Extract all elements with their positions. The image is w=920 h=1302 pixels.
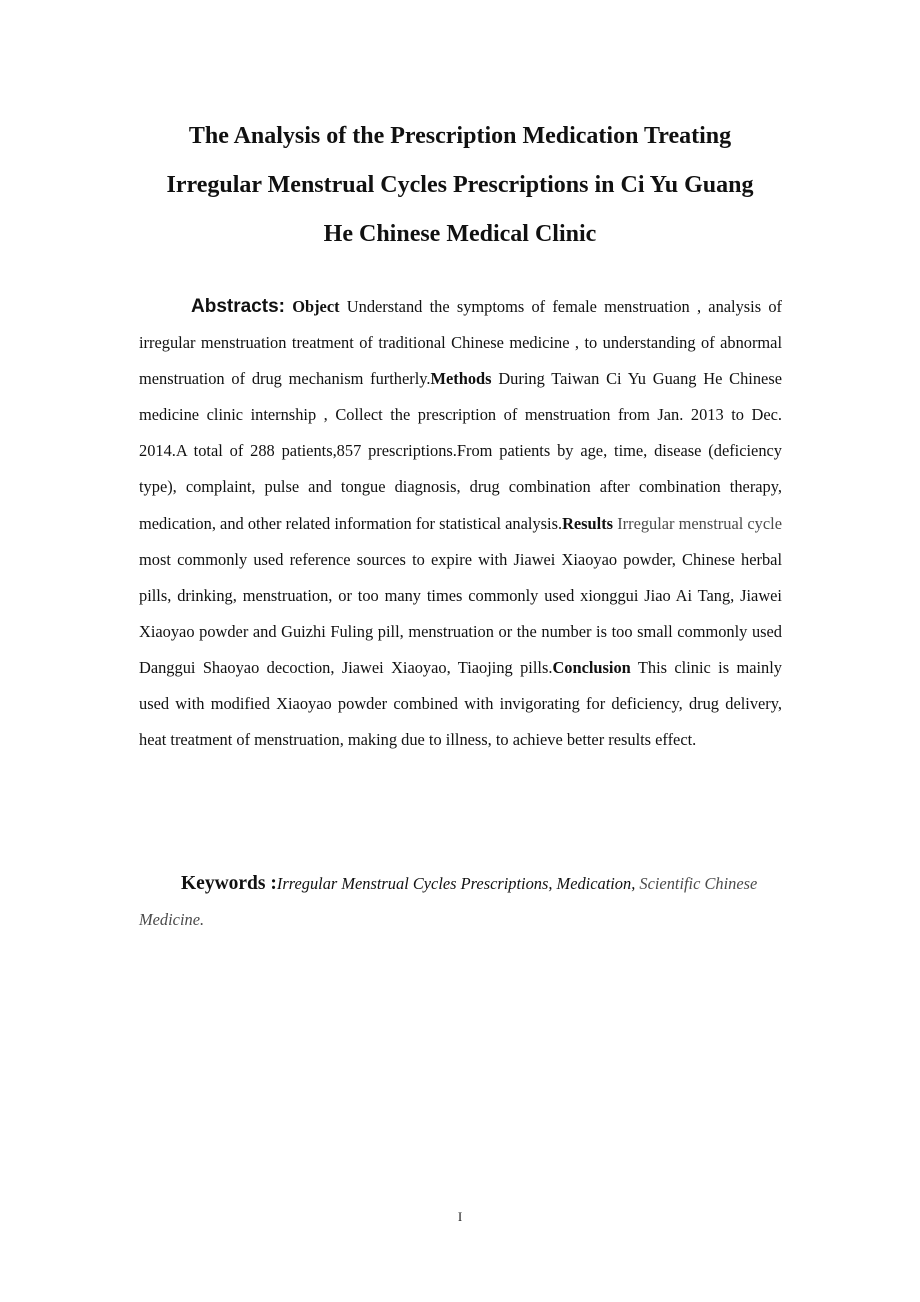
results-label: Results xyxy=(562,513,614,533)
methods-label: Methods xyxy=(430,369,492,389)
title-line-2: Irregular Menstrual Cycles Prescriptions in Ci Yu Guang xyxy=(166,172,754,198)
title-line-3: He Chinese Medical Clinic xyxy=(323,221,597,247)
keywords-terms-highlight: Scientific Chinese Medicine. xyxy=(139,874,758,930)
conclusion-text: This clinic is mainly used with modified Xiaoyao powder combined with invigorating for deficiency, drug delivery, heat treatment of menstruation, making due to illness, to achieve better results effect. xyxy=(139,657,782,750)
abstract-paragraph xyxy=(139,289,782,758)
conclusion-label: Conclusion xyxy=(552,657,631,677)
object-text: Understand the symptoms of female menstruation , analysis of irregular menstruation treatment of traditional Chinese medicine , to understanding of abnormal menstruation of drug mechanism furtherly. xyxy=(139,297,782,389)
keywords-heading: Keywords : xyxy=(181,873,277,894)
results-highlight: Irregular menstrual cycle xyxy=(613,513,782,533)
page-number: I xyxy=(457,1209,463,1224)
methods-text: During Taiwan Ci Yu Guang He Chinese medicine clinic internship , Collect the prescription of menstruation from Jan. 2013 to Dec. 2014.A total of 288 patients,857 prescriptions.From patients by age, time, disease (deficiency type), complaint, pulse and tongue diagnosis, drug combination after combination therapy, medication, and other related information for statistical analysis. xyxy=(139,369,782,533)
object-label: Object xyxy=(292,297,340,316)
title-line-1: The Analysis of the Prescription Medication Treating xyxy=(188,123,732,149)
abstract-heading: Abstracts: xyxy=(191,296,285,317)
results-text: most commonly used reference sources to expire with Jiawei Xiaoyao powder, Chinese herbal pills, drinking, menstruation, or too many times commonly used xionggui Jiao Ai Tang, Jiawei Xiaoyao powder and Guizhi Fuling pill, menstruation or the number is too small commonly used Danggui Shaoyao decoction, Jiawei Xiaoyao, Tiaojing pills. xyxy=(139,549,782,677)
document-title xyxy=(100,112,820,259)
keywords-paragraph xyxy=(139,866,782,938)
keywords-terms: Irregular Menstrual Cycles Prescriptions, Medication, xyxy=(276,874,636,893)
